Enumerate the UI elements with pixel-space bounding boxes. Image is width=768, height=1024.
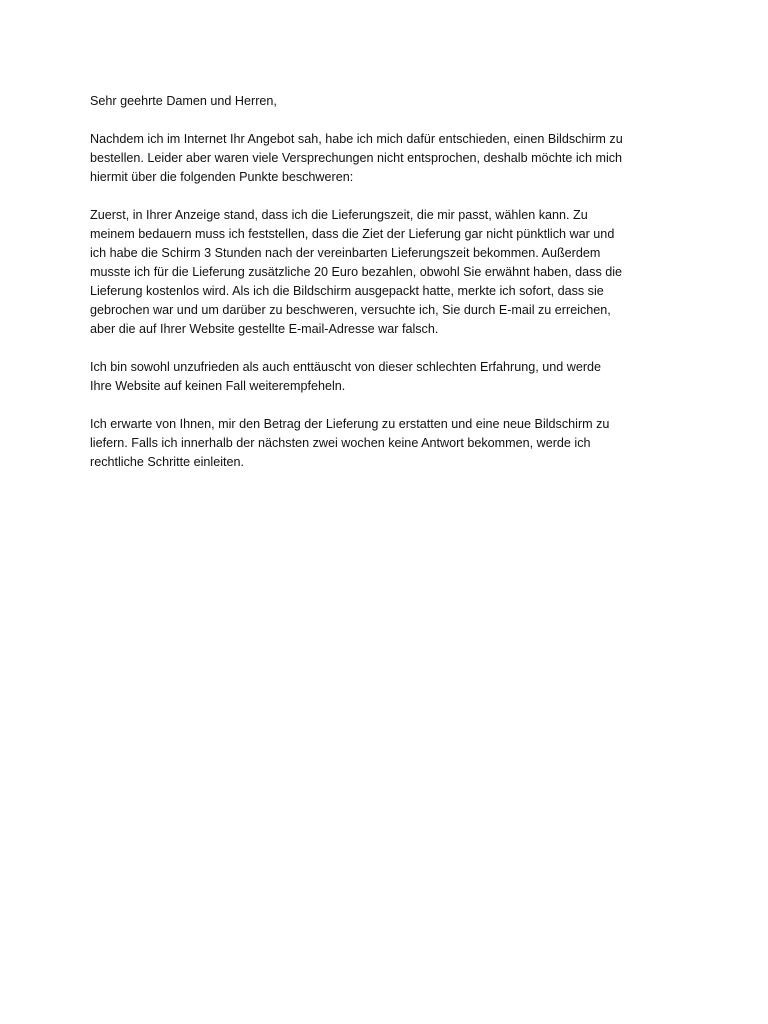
letter-paragraph-3 bbox=[90, 358, 690, 396]
text-line: bestellen. Leider aber waren viele Versprechungen nicht entsprochen, deshalb möchte ich mich bbox=[90, 151, 623, 165]
text-line: gebrochen war und um darüber zu beschweren, versuchte ich, Sie durch E-mail zu erreichen, bbox=[90, 303, 611, 317]
text-line: Ich bin sowohl unzufrieden als auch enttäuscht von dieser schlechten Erfahrung, und werde bbox=[90, 360, 602, 374]
letter-paragraph-4 bbox=[90, 415, 690, 472]
letter-paragraph-1 bbox=[90, 130, 690, 187]
text-line: Lieferung kostenlos wird. Als ich die Bildschirm ausgepackt hatte, merkte ich sofort, dass sie bbox=[90, 284, 604, 298]
text-line: meinem bedauern muss ich feststellen, dass die Ziet der Lieferung gar nicht pünktlich war und bbox=[90, 227, 615, 241]
text-line: Sehr geehrte Damen und Herren, bbox=[90, 94, 277, 108]
text-line: Ihre Website auf keinen Fall weiterempfeheln. bbox=[90, 379, 346, 393]
text-line: ich habe die Schirm 3 Stunden nach der vereinbarten Lieferungszeit bekommen. Außerdem bbox=[90, 246, 601, 260]
text-line: Ich erwarte von Ihnen, mir den Betrag der Lieferung zu erstatten und eine neue Bildschirm zu bbox=[90, 417, 610, 431]
text-line: Nachdem ich im Internet Ihr Angebot sah, habe ich mich dafür entschieden, einen Bildschirm zu bbox=[90, 132, 623, 146]
text-line: musste ich für die Lieferung zusätzliche 20 Euro bezahlen, obwohl Sie erwähnt haben, dass die bbox=[90, 265, 623, 279]
letter-paragraph-2 bbox=[90, 206, 690, 339]
letter-salutation bbox=[90, 92, 690, 111]
text-line: rechtliche Schritte einleiten. bbox=[90, 455, 245, 469]
letter-body bbox=[90, 92, 690, 491]
text-line: aber die auf Ihrer Website gestellte E-mail-Adresse war falsch. bbox=[90, 322, 439, 336]
text-line: liefern. Falls ich innerhalb der nächsten zwei wochen keine Antwort bekommen, werde ich bbox=[90, 436, 591, 450]
text-line: Zuerst, in Ihrer Anzeige stand, dass ich die Lieferungszeit, die mir passt, wählen kann. Zu bbox=[90, 208, 588, 222]
text-line: hiermit über die folgenden Punkte beschweren: bbox=[90, 170, 354, 184]
